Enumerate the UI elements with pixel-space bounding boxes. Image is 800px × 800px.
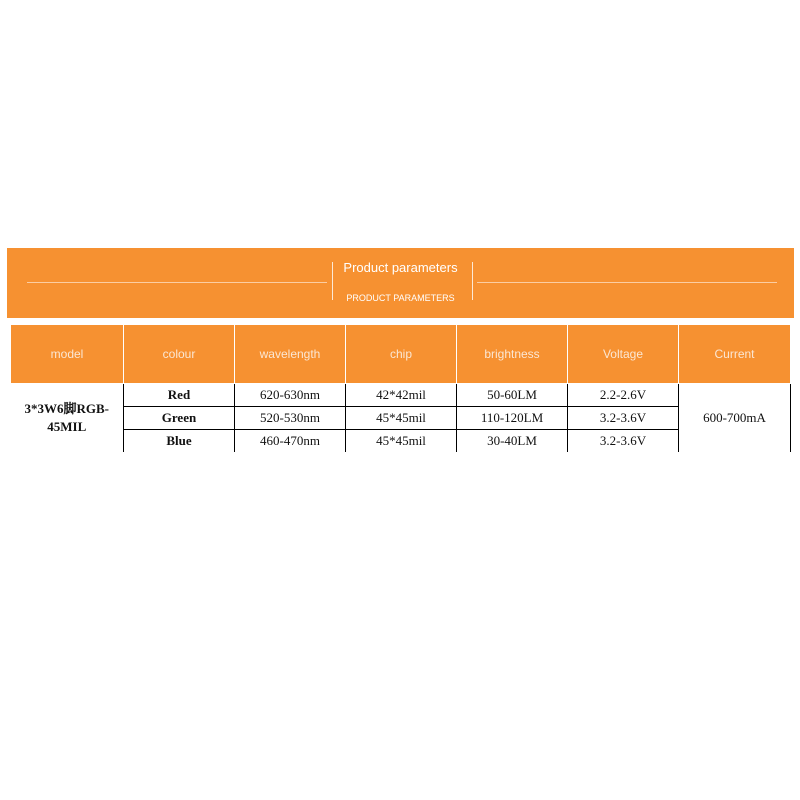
colour-cell: Red <box>124 384 235 407</box>
brightness-cell: 110-120LM <box>457 407 568 430</box>
wavelength-cell: 520-530nm <box>235 407 346 430</box>
header-brightness: brightness <box>457 325 568 384</box>
header-voltage: Voltage <box>568 325 679 384</box>
table-row <box>11 384 791 407</box>
wavelength-cell: 620-630nm <box>235 384 346 407</box>
chip-cell: 45*45mil <box>346 430 457 453</box>
banner-subtitle: PRODUCT PARAMETERS <box>346 293 455 303</box>
wavelength-cell: 460-470nm <box>235 430 346 453</box>
banner-title: Product parameters <box>343 260 458 275</box>
voltage-cell: 2.2-2.6V <box>568 384 679 407</box>
header-chip: chip <box>346 325 457 384</box>
current-cell: 600-700mA <box>679 384 791 453</box>
banner-divider-right <box>477 282 777 283</box>
colour-cell: Blue <box>124 430 235 453</box>
chip-cell: 42*42mil <box>346 384 457 407</box>
brightness-cell: 30-40LM <box>457 430 568 453</box>
voltage-cell: 3.2-3.6V <box>568 407 679 430</box>
table-row <box>11 430 791 453</box>
table-row <box>11 407 791 430</box>
chip-cell: 45*45mil <box>346 407 457 430</box>
header-model: model <box>11 325 124 384</box>
table-header-row <box>11 325 791 384</box>
brightness-cell: 50-60LM <box>457 384 568 407</box>
header-wavelength: wavelength <box>235 325 346 384</box>
header-current: Current <box>679 325 791 384</box>
voltage-cell: 3.2-3.6V <box>568 430 679 453</box>
parameters-table <box>10 324 791 452</box>
model-cell: 3*3W6脚RGB-45MIL <box>11 384 124 453</box>
banner-divider-left <box>27 282 327 283</box>
product-parameters-banner <box>7 248 794 318</box>
colour-cell: Green <box>124 407 235 430</box>
header-colour: colour <box>124 325 235 384</box>
